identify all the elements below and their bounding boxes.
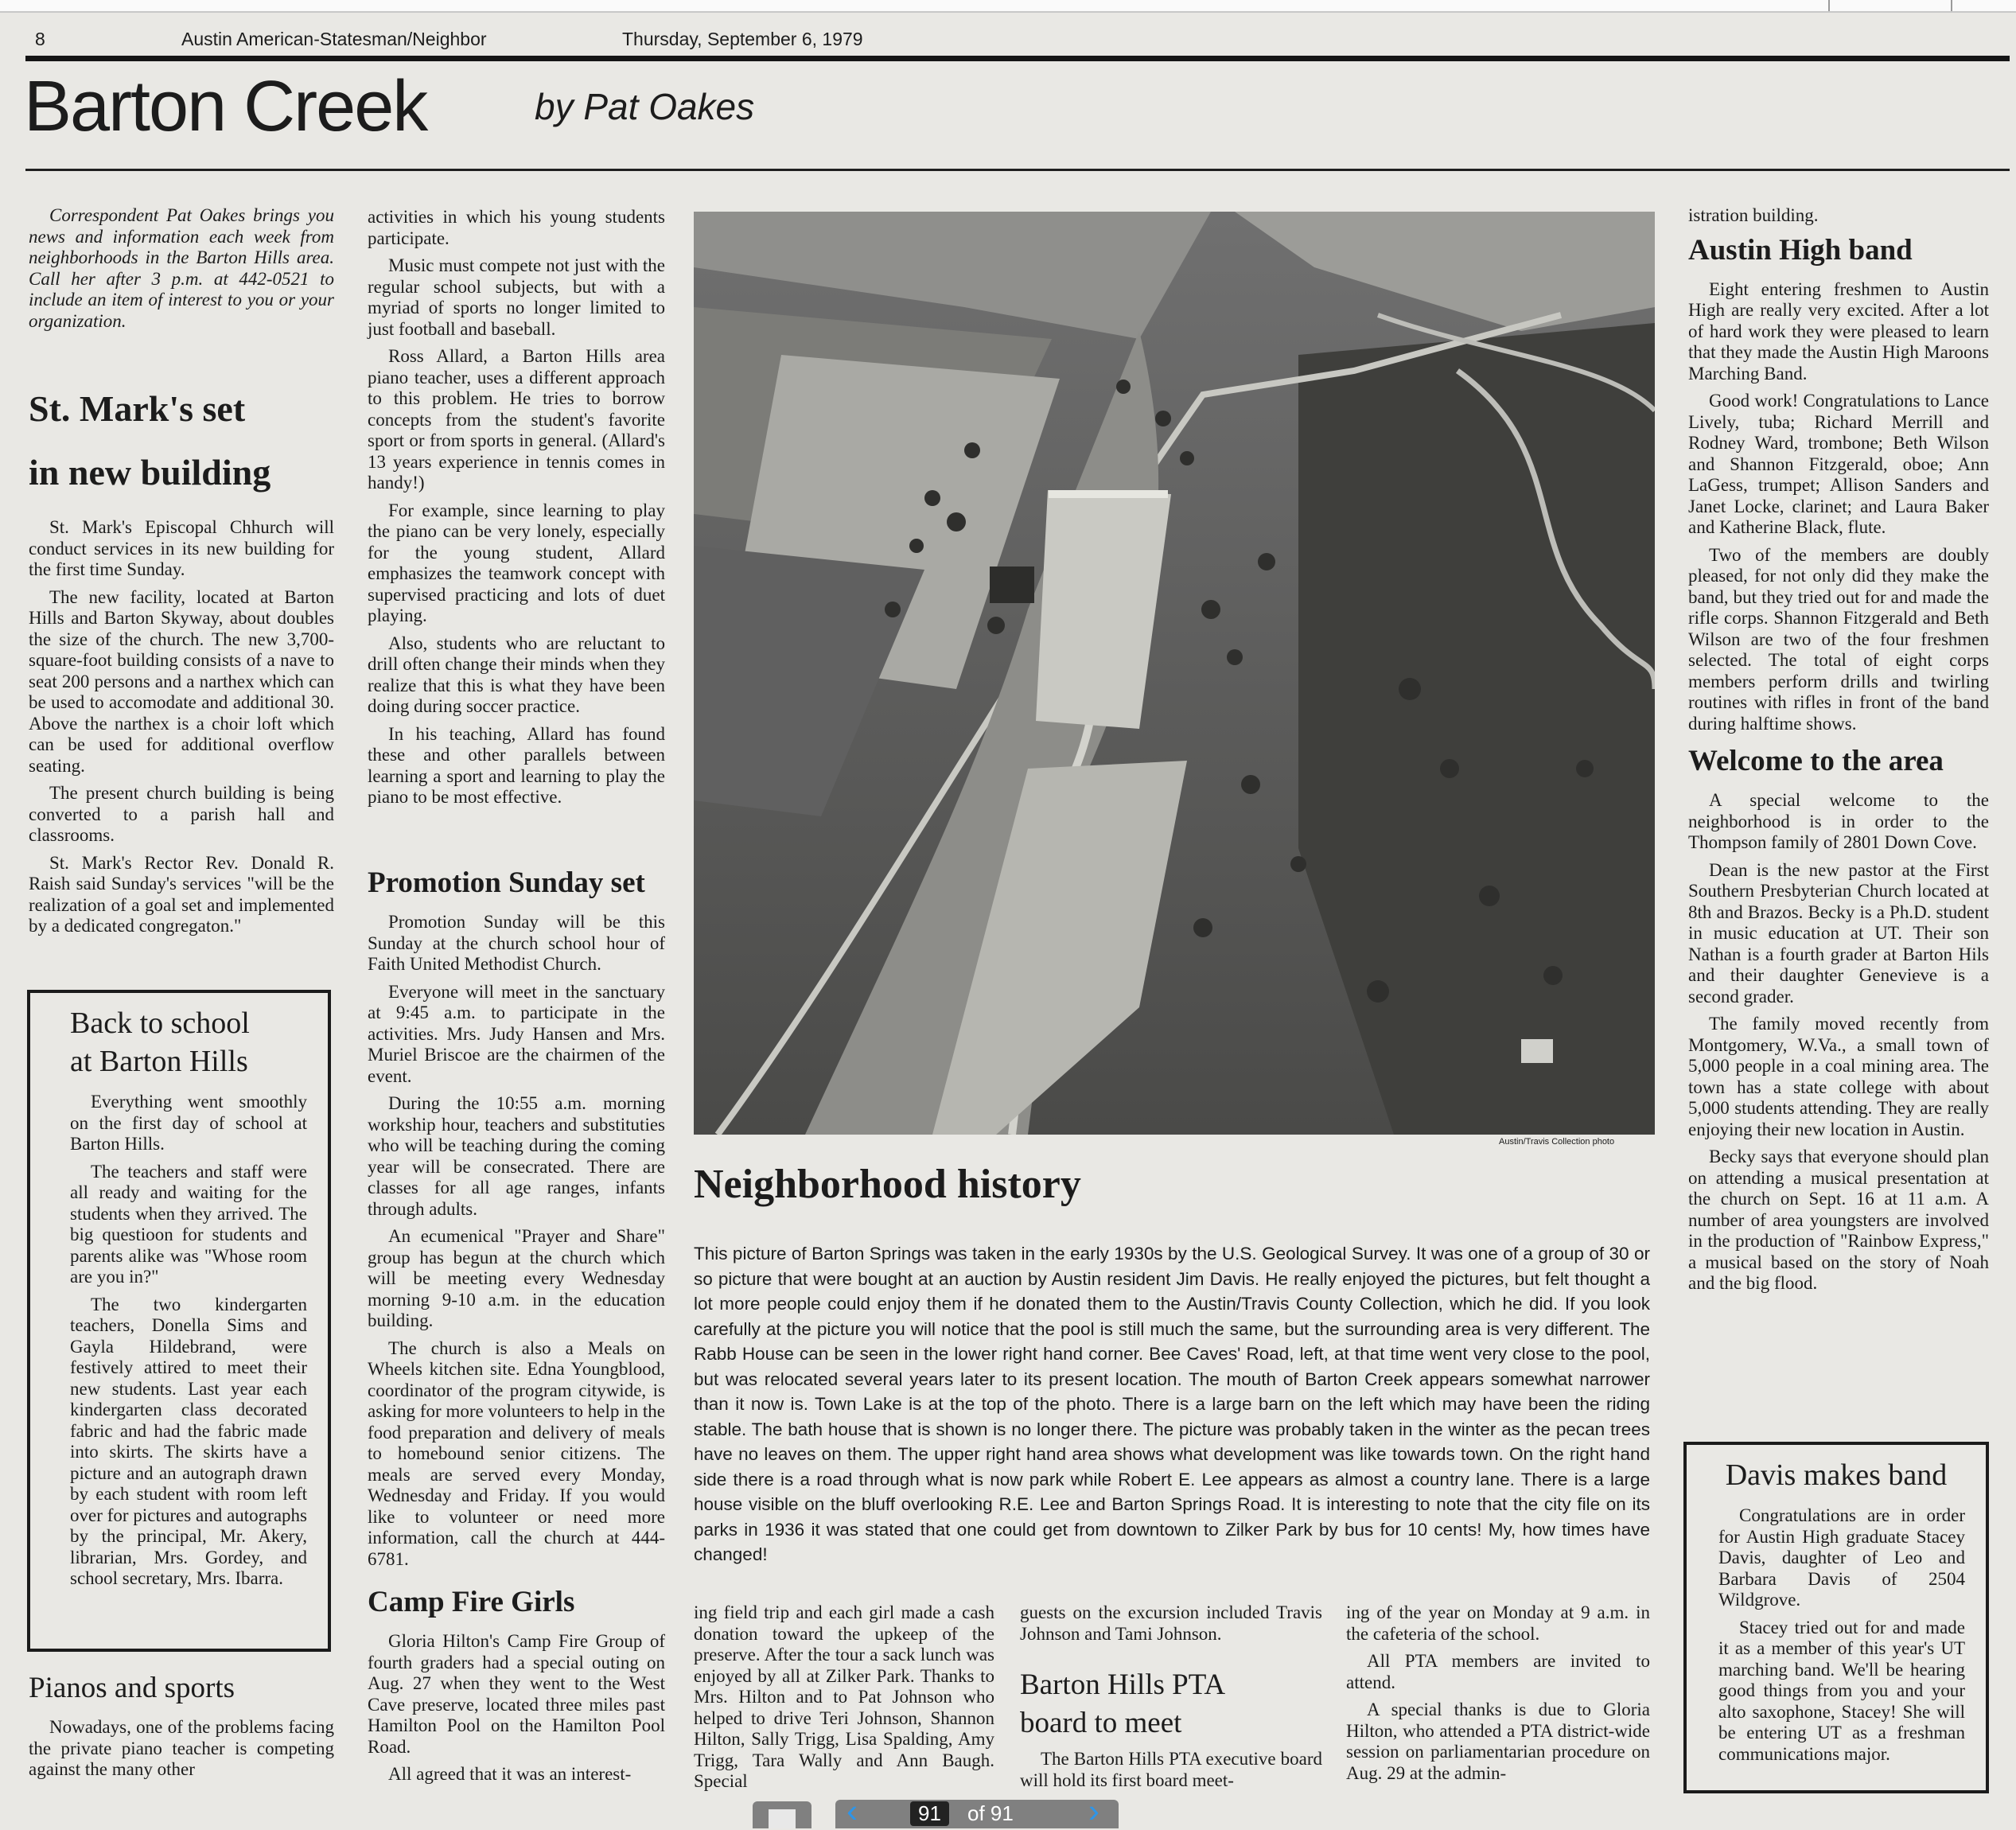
history-caption: This picture of Barton Springs was taken in the early 1930s by the U.S. Geological Survey. It was one of a group of 30 or so picture that were bought at an auction by Austin resident Jim Davis. He really enjoyed the pictures, but felt thought a lot more people could enjoy them if he donated them to the Austin/Travis County Collection, which he did. If you look carefully at the picture you will notice that the pool is still much the same, but the surrounding area is very different. The Rabb House can be seen in the lower right hand corner. Bee Caves' Road, left, at that time went very close to the pool, but was relocated several years later to its present location. The mouth of Barton Creek appears somewhat narrower than it now is. Town Lake is at the top of the photo. There is a large barn on the left which may have been the riding stable. The bath house that is shown is no longer there. The picture was probably taken in the winter as the pecan trees have no leaves on them. The upper right hand area shows what development was like towards town. On the right hand side there is a road through what is now park while Robert E. Lee appears as almost a country lane. There is a large house visible on the bluff overlooking R.E. Lee and Barton Springs Road. It is interesting to note that the city file on its parks in 1936 it was stated that one could get from downtown to Zilker Park by bus for 10 cents! My, how times have changed! <box>694 1244 1650 1564</box>
welcome-paragraph: The family moved recently from Montgomery, W.Va., a small town of 5,000 people in a coal mining area. The town has a state college with about 5,000 students attending. They are really enjoying their new location in Austin. <box>1688 1014 1989 1139</box>
header-rule <box>25 56 2010 61</box>
viewer-divider <box>1951 0 1952 11</box>
pianos-paragraph: Music must compete not just with the regular school subjects, but with a myriad of sports no longer limited to just football and baseball. <box>368 255 665 339</box>
back-to-school-headline-2: at Barton Hills <box>70 1045 248 1078</box>
back-to-school-paragraph: Everything went smoothly on the first day of school at Barton Hills. <box>70 1092 307 1154</box>
pta-paragraph: A special thanks is due to Gloria Hilton, who attended a PTA district-wide session on parliamentarian procedure on Aug. 29 at the admin- <box>1346 1700 1650 1783</box>
st-marks-headline-2: in new building <box>29 452 271 493</box>
pianos-paragraph: activities in which his young students participate. <box>368 207 665 248</box>
calendar-icon <box>769 1809 796 1828</box>
camp-fire-headline: Camp Fire Girls <box>368 1586 575 1618</box>
back-to-school-paragraph: The two kindergarten teachers, Donella Sims and Gayla Hildebrand, were festively attired to meet their new students. Last year each kindergarten class decorated fabric and had the fabric made into skirts. The skirts have a picture and an autograph drawn by each student with room left over for pictures and autographs by the principal, Mr. Akery, librarian, Mrs. Gordey, and school secretary, Mrs. Ibarra. <box>70 1294 307 1588</box>
issue-date: Thursday, September 6, 1979 <box>622 29 863 49</box>
camp-fire-continued <box>694 1602 994 1799</box>
promotion-paragraph: Everyone will meet in the sanctuary at 9:45 a.m. to participate in the activities. Mrs. Judy Hansen and Mrs. Muriel Briscoe are the chairmen of the event. <box>368 981 665 1086</box>
austin-high-paragraph: Two of the members are doubly pleased, for not only did they make the band, but they tried out for and made the rifle corps. Shannon Fitzgerald and Beth Wilson are two of the four freshmen selected. The total of eight corps members perform drills and twirling routines with rifles in front of the band during halftime shows. <box>1688 544 1989 734</box>
camp-fire-paragraph: All agreed that it was an interest- <box>388 1764 632 1784</box>
page-navigator <box>835 1792 1119 1829</box>
st-marks-headline-1: St. Mark's set <box>29 388 246 429</box>
austin-high-article <box>1688 205 1989 1301</box>
welcome-headline: Welcome to the area <box>1688 745 1944 777</box>
aerial-photo <box>694 212 1655 1135</box>
pianos-paragraph: Nowadays, one of the problems facing the private piano teacher is competing against the many other <box>29 1717 334 1779</box>
byline: by Pat Oakes <box>535 86 755 127</box>
davis-paragraph: Stacey tried out for and made it as a member of this year's UT marching band. We'll be hearing good things from you and your alto saxophone, Stacey! She will be entering UT as a freshman communications major. <box>1718 1617 1965 1764</box>
pta-headline-2: board to meet <box>1020 1707 1182 1739</box>
camp-fire-paragraph: guests on the excursion included Travis Johnson and Tami Johnson. <box>1020 1602 1322 1644</box>
current-page-field[interactable]: 91 <box>910 1801 949 1826</box>
st-marks-paragraph: St. Mark's Rector Rev. Donald R. Raish said Sunday's services "will be the realization of a goal set and implemented by a dedicated congregaton." <box>29 852 334 936</box>
st-marks-article <box>29 377 334 944</box>
pianos-paragraph: For example, since learning to play the piano can be very lonely, especially for the young student, Allard emphasizes the teamwork concept with supervised practicing and lots of duet playing. <box>368 500 665 625</box>
paper-name: Austin American-Statesman/Neighbor <box>181 29 487 49</box>
pianos-headline: Pianos and sports <box>29 1672 235 1704</box>
pta-paragraph: The Barton Hills PTA executive board will hold its first board meet- <box>1020 1749 1322 1790</box>
barton-springs-aerial-image <box>694 212 1655 1135</box>
st-marks-paragraph: St. Mark's Episcopal Chhurch will conduct services in its new building for the first time Sunday. <box>29 517 334 579</box>
promotion-paragraph: An ecumenical "Prayer and Share" group has begun at the church which will be meeting every Wednesday morning 9-10 a.m. in the education building. <box>368 1226 665 1330</box>
welcome-paragraph: A special welcome to the neighborhood is in order to the Thompson family of 2801 Down Cove. <box>1688 790 1989 852</box>
section-title: Barton Creek <box>24 67 427 146</box>
pta-article <box>1020 1668 1322 1797</box>
pta-paragraph: All PTA members are invited to attend. <box>1346 1651 1650 1692</box>
camp-fire-continued-2 <box>1020 1602 1322 1651</box>
back-to-school-headline-1: Back to school <box>70 1006 250 1040</box>
davis-box <box>1683 1442 1989 1793</box>
promotion-paragraph: Promotion Sunday will be this Sunday at the church school hour of Faith United Methodist Church. <box>368 912 665 974</box>
intro-text: Correspondent Pat Oakes brings you news and information each week from neighborhoods in the Barton Hills area. Call her after 3 p.m. at 442-0521 to include an item of interest to you or your organization. <box>29 205 334 331</box>
pta-headline-1: Barton Hills PTA <box>1020 1668 1226 1701</box>
photo-credit: Austin/Travis Collection photo <box>1499 1137 1615 1147</box>
pianos-paragraph: Ross Allard, a Barton Hills area piano teacher, uses a different approach to this problem. He tries to borrow concepts from the student's favorite sport or from sports in general. (Allard's 13 years experience in tennis comes in handy!) <box>368 346 665 493</box>
chevron-right-icon[interactable]: › <box>1088 1792 1099 1829</box>
welcome-paragraph: Dean is the new pastor at the First Southern Presbyterian Church located at 8th and Brazos. Becky is a Ph.D. student in music education at UT. Their son Nathan is a fourth grader at Barton Hils and their daughter Genevieve is a second grader. <box>1688 859 1989 1006</box>
st-marks-paragraph: The present church building is being converted to a parish hall and classrooms. <box>29 783 334 845</box>
pianos-paragraph: In his teaching, Allard has found these and other parallels between learning a sport and learning to play the piano to be most effective. <box>368 723 665 807</box>
chevron-left-icon[interactable]: ‹ <box>846 1792 858 1829</box>
back-to-school-box <box>27 990 331 1652</box>
page-total: of 91 <box>967 1801 1014 1825</box>
austin-high-paragraph: Eight entering freshmen to Austin High are really very excited. After a lot of hard work they were pleased to learn that they made the Austin High Maroons Marching Band. <box>1688 278 1989 384</box>
davis-paragraph: Congratulations are in order for Austin High graduate Stacey Davis, daughter of Leo and Barbara Davis of 2504 Wildgrove. <box>1718 1505 1965 1610</box>
promotion-paragraph: The church is also a Meals on Wheels kitchen site. Edna Youngblood, coordinator of the program citywide, is asking for more volunteers to help in the food preparation and delivery of meals to homebound senior citizens. The meals are served every Monday, Wednesday and Friday. If you would like to volunteer or need more information, call the church at 444-6781. <box>368 1337 665 1569</box>
pianos-paragraph: Also, students who are reluctant to drill often change their minds when they realize that this is what they have been doing during soccer practice. <box>368 633 665 716</box>
davis-headline: Davis makes band <box>1725 1458 1948 1492</box>
pianos-article <box>29 1671 334 1787</box>
promotion-paragraph: During the 10:55 a.m. morning workship hour, teachers and substituties who will be teaching during the coming year will be consecrated. There are classes for all age ranges, infants through adults. <box>368 1093 665 1219</box>
pta-tail: istration building. <box>1688 205 1819 225</box>
pianos-continued <box>368 207 665 815</box>
promotion-headline: Promotion Sunday set <box>368 866 645 899</box>
promotion-article <box>368 856 665 1576</box>
calendar-button[interactable] <box>753 1801 811 1828</box>
austin-high-paragraph: Good work! Congratulations to Lance Lively, tuba; Richard Merrill and Rodney Ward, trombone; Beth Wilson and Shannon Fitzgerald, oboe; Ann LaGess, trumpet; Allison Sanders and Janet Locke, clarinet; and Laura Baker and Katherine Black, flute. <box>1688 391 1989 537</box>
austin-high-headline: Austin High band <box>1688 233 1913 267</box>
flag-rule <box>25 169 2010 171</box>
history-headline: Neighborhood history <box>694 1162 1081 1207</box>
intro-note <box>29 205 334 338</box>
viewer-top-strip <box>0 0 2016 13</box>
welcome-paragraph: Becky says that everyone should plan on attending a musical presentation at the church on Sept. 16 at 11 a.m. A number of area youngsters are involved in the production of "Rainbow Express," a musical based on the story of Noah and the big flood. <box>1688 1147 1989 1293</box>
camp-fire-paragraph: ing field trip and each girl made a cash donation toward the upkeep of the preserve. After the tour a sack lunch was enjoyed by all at Zilker Park. Thanks to Mrs. Hilton and to Pat Johnson who helped to drive Teri Johnson, Shannon Hilton, Sally Trigg, Lisa Spalding, Amy Trigg, Tara Wally and Ann Baugh. Special <box>694 1602 994 1791</box>
st-marks-paragraph: The new facility, located at Barton Hills and Barton Skyway, about doubles the size of the church. The new 3,700-square-foot building consists of a nave to seat 200 persons and a narthex which can be used to accomodate and additional 30. Above the narthex is a choir loft which can be used for additional overflow seating. <box>29 586 334 776</box>
camp-fire-article <box>368 1575 665 1792</box>
viewer-divider <box>1828 0 1830 11</box>
camp-fire-paragraph: Gloria Hilton's Camp Fire Group of fourth graders had a special outing on Aug. 27 when they went to the West Cave preserve, located three miles past Hamilton Pool on the Hamilton Pool Road. <box>368 1631 665 1757</box>
pta-paragraph: ing of the year on Monday at 9 a.m. in the cafeteria of the school. <box>1346 1602 1650 1644</box>
pta-continued <box>1346 1602 1650 1790</box>
page-number: 8 <box>35 29 45 49</box>
back-to-school-paragraph: The teachers and staff were all ready and waiting for the students when they arrived. The big questioon for students and parents alike was "Whose room are you in?" <box>70 1161 307 1287</box>
